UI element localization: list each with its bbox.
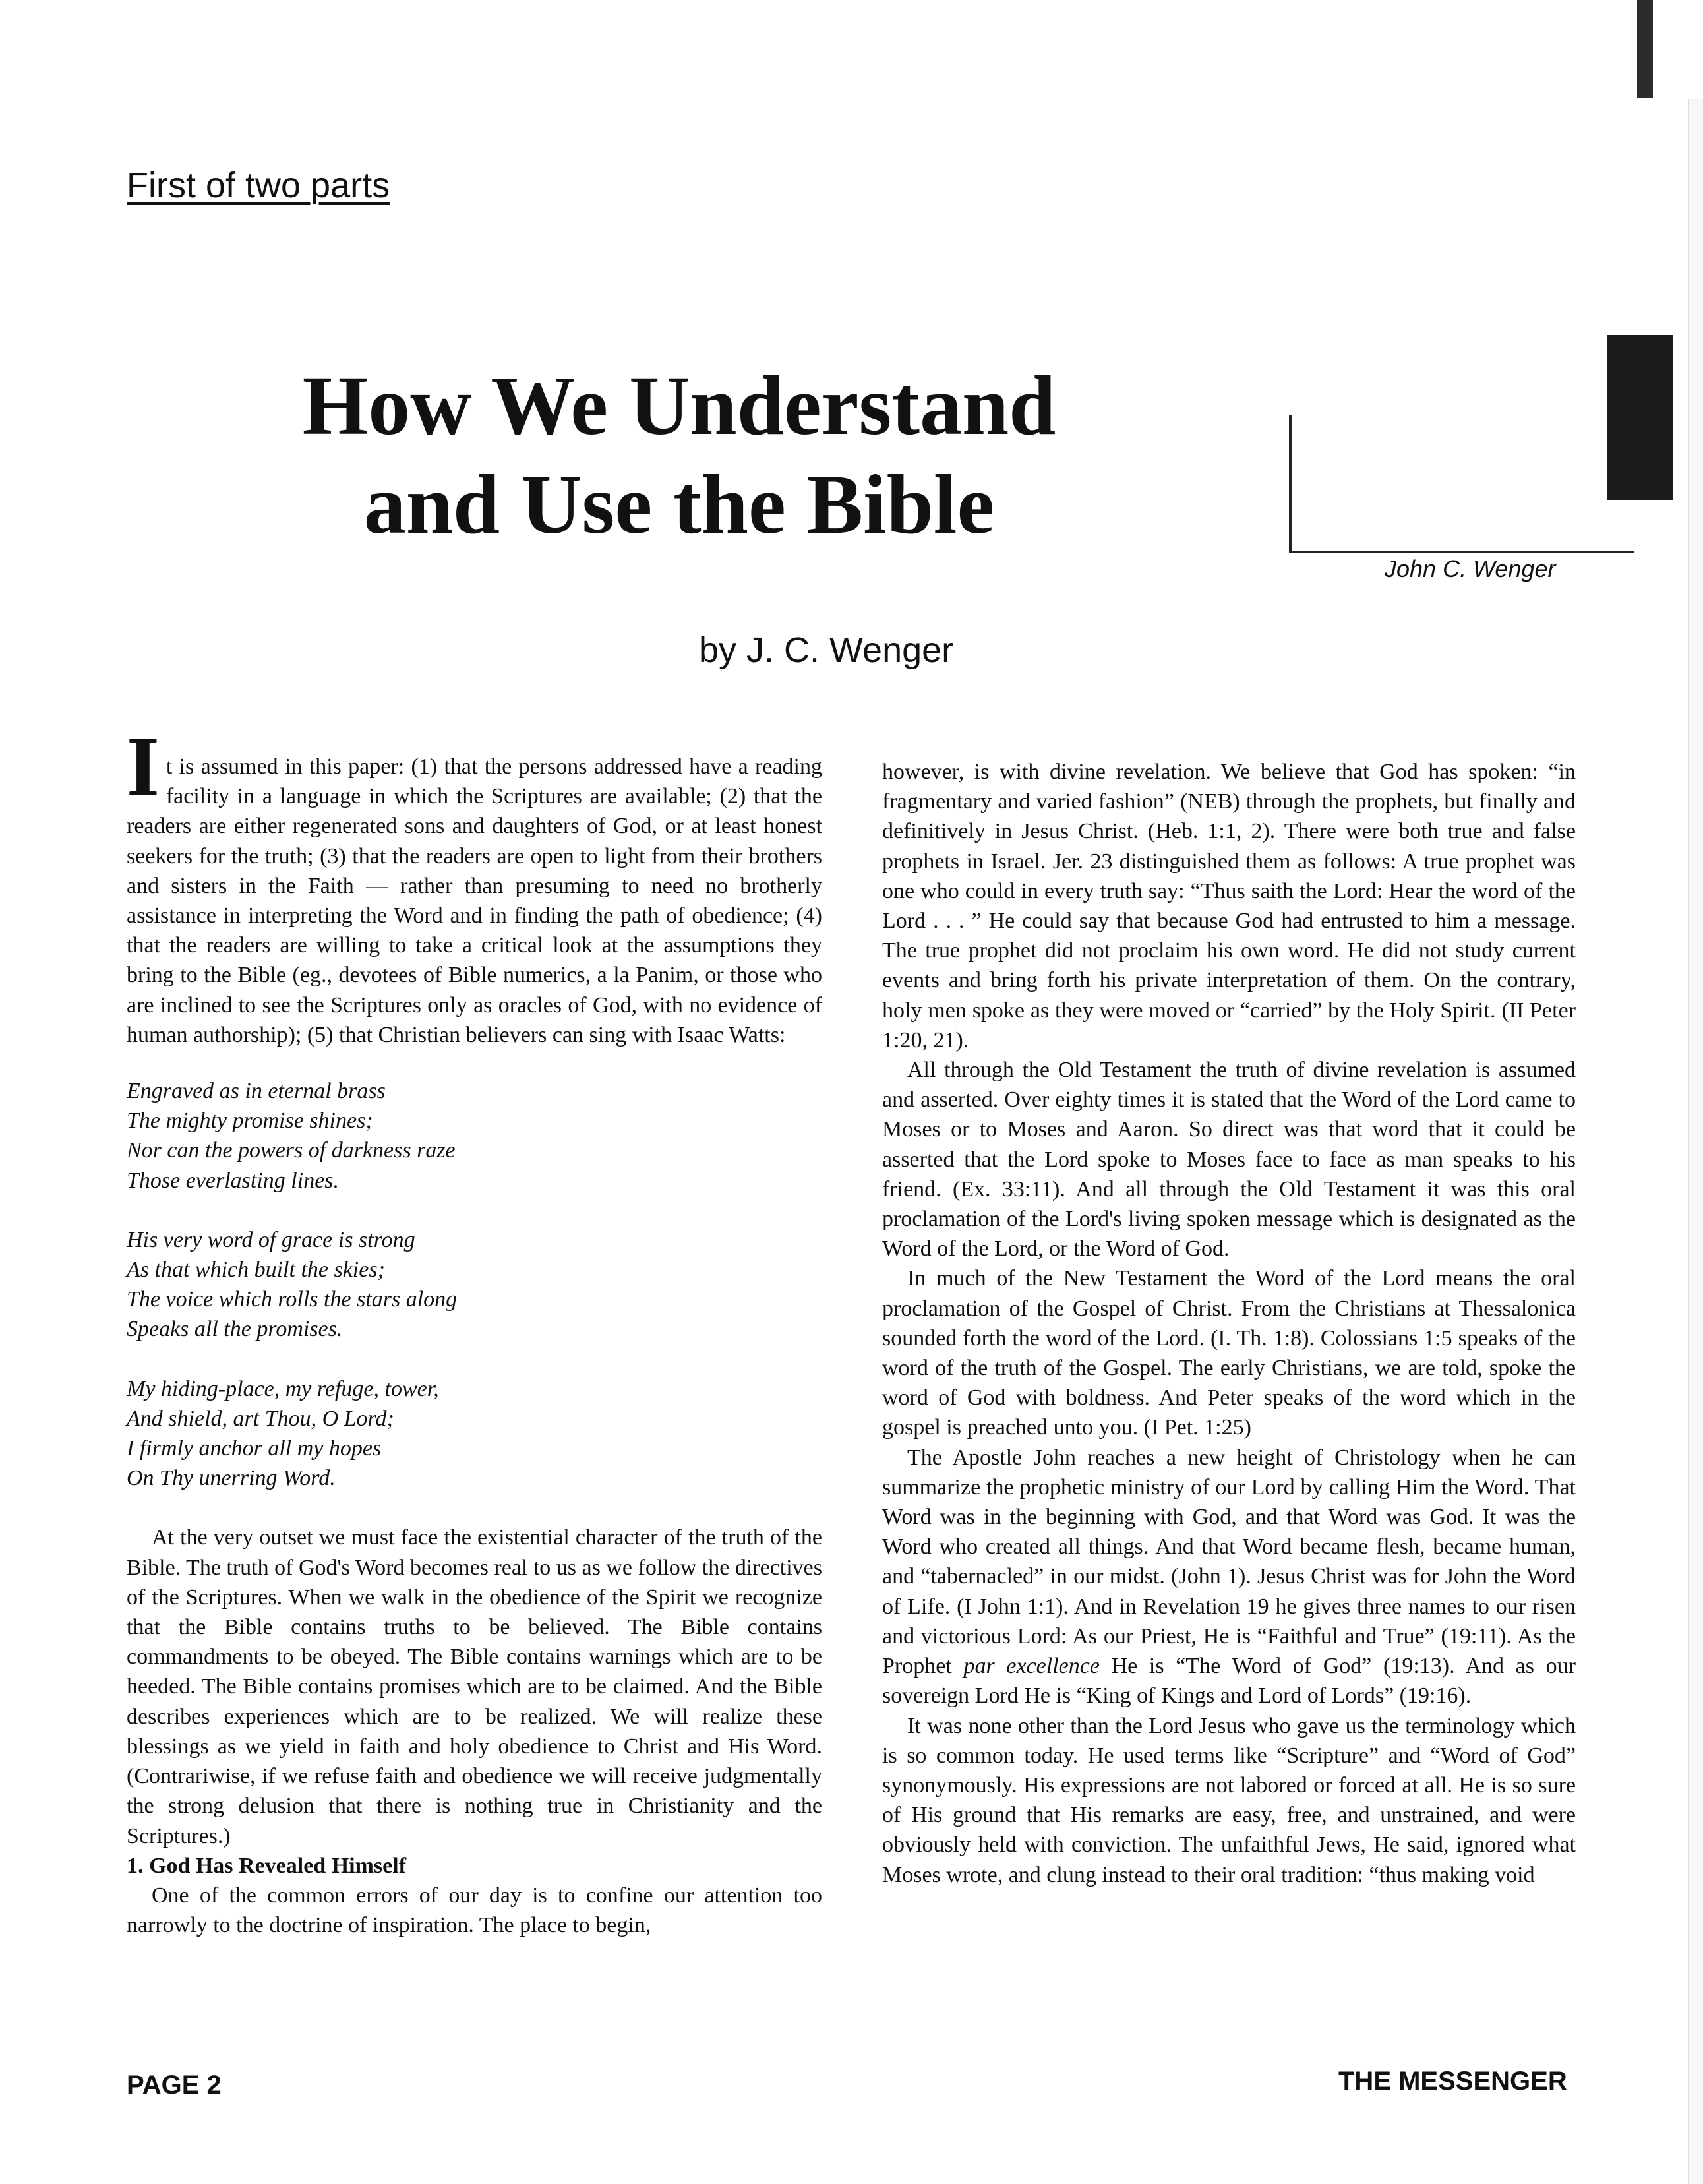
poem-line: The voice which rolls the stars along: [127, 1287, 458, 1312]
section-heading: 1. God Has Revealed Himself: [127, 1853, 407, 1878]
poem-line: Speaks all the promises.: [127, 1317, 343, 1342]
article-title: [237, 356, 1121, 554]
photo-caption: John C. Wenger: [1385, 555, 1556, 582]
poem-stanza: [127, 1374, 822, 1494]
poem-line: The mighty promise shines;: [127, 1108, 373, 1134]
scan-edge-strip: [1688, 99, 1703, 2184]
hymn-poem: [127, 1076, 822, 1493]
poem-line: As that which built the skies;: [127, 1258, 385, 1283]
body-paragraph: In much of the New Testament the Word of the Lord means the oral proclamation of the Gospel of Christ. From the Christians at Thessalonica sounded forth the word of the Lord. (I. Th. 1:8). Colossians 1:5 speaks of the word of the truth of the Gospel. The early Christians, we are told, spoke the word of God with boldness. And Peter speaks of the word which in the gospel is preached unto you. (I Pet. 1:25): [882, 1266, 1576, 1440]
body-paragraph: however, is with divine revelation. We believe that God has spoken: “in fragmentary and varied fashion” (NEB) through the prophets, but finally and definitively in Jesus Christ. (Heb. 1:1, 2). There were both true and false prophets in Israel. Jer. 23 distinguished them as follows: A true prophet was one who could in every truth say: “Thus saith the Lord: Hear the word of the Lord . . . ” He could say that because God had entrusted to him a message. The true prophet did not proclaim his own word. He did not study current events and bring forth his private interpretation of them. On the contrary, holy men spoke as they were moved or “carried” by the Holy Spirit. (II Peter 1:20, 21).: [882, 760, 1576, 1052]
column-right: [882, 757, 1576, 1890]
emphasis-text: par excellence: [963, 1654, 1100, 1679]
intro-paragraph: [127, 719, 822, 1050]
drop-cap: I: [127, 719, 160, 813]
poem-line: Nor can the powers of darkness raze: [127, 1138, 456, 1163]
scan-edge-mark: [1637, 0, 1653, 98]
byline: by J. C. Wenger: [699, 630, 954, 670]
column-left: [127, 719, 822, 1940]
poem-line: My hiding-place, my refuge, tower,: [127, 1376, 439, 1401]
body-paragraph: At the very outset we must face the existential character of the truth of the Bible. The truth of God's Word becomes real to us as we follow the directives of the Scriptures. When we walk in the obedience of the Spirit we recognize that the Bible contains truths to be believed. The Bible contains commandments to be obeyed. The Bible contains warnings which are to be heeded. The Bible contains promises which are to be claimed. And the Bible describes experiences which are to be realized. We will realize these blessings as we yield in faith and holy obedience to Christ and His Word. (Contrariwise, if we refuse faith and obedience we will receive judgmentally the strong delusion that there is nothing true in Christianity and the Scriptures.): [127, 1525, 822, 1848]
body-paragraph: It was none other than the Lord Jesus who gave us the terminology which is so common today. He used terms like “Scripture” and “Word of God” synonymously. His expressions are not labored or forced at all. He is so sure of His ground that His remarks are easy, free, and unstrained, and were obviously held with conviction. The unfaithful Jews, He said, ignored what Moses wrote, and clung instead to their oral tradition: “thus making void: [882, 1713, 1576, 1887]
page-number: PAGE 2: [127, 2071, 222, 2100]
series-kicker: First of two parts: [127, 166, 390, 205]
poem-line: His very word of grace is strong: [127, 1227, 415, 1252]
title-line-2: and Use the Bible: [363, 458, 995, 551]
body-paragraph: [882, 1443, 1576, 1711]
poem-line: On Thy unerring Word.: [127, 1466, 336, 1491]
poem-stanza: [127, 1225, 822, 1345]
publication-name: THE MESSENGER: [1338, 2067, 1567, 2096]
body-paragraph: All through the Old Testament the truth of divine revelation is assumed and asserted. Over eighty times it is stated that the Word of the Lord came to Moses or to Moses and Aaron. So direct was that word that it could be asserted that the Lord spoke to Moses face to face as man speaks to his friend. (Ex. 33:11). And all through the Old Testament it was this oral proclamation of the Lord's living spoken message which is designated as the Word of the Lord, or the Word of God.: [882, 1058, 1576, 1261]
author-photo-frame: [1289, 415, 1634, 553]
poem-line: I firmly anchor all my hopes: [127, 1436, 382, 1461]
poem-line: Those everlasting lines.: [127, 1168, 340, 1193]
paragraph-text: The Apostle John reaches a new height of Christology when he can summarize the prophetic ministry of our Lord by calling Him the Word. That Word was in the beginning with God, and that Word was God. It was the Word who created all things. And that Word became flesh, became human, and “tabernacled” in our midst. (John 1). Jesus Christ was for John the Word of Life. (I John 1:1). And in Revelation 19 he gives three names to our risen and victorious Lord: As our Priest, He is “Faithful and True” (19:11). As the Prophet: [882, 1445, 1576, 1679]
intro-text: t is assumed in this paper: (1) that the persons addressed have a reading facility in a language in which the Scriptures are available; (2) that the readers are either regenerated sons and daughters of God, or at least honest seekers for the truth; (3) that the readers are open to light from their brothers and sisters in the Faith — rather than presuming to need no brotherly assistance in interpreting the Word and in finding the path of obedience; (4) that the readers are willing to take a critical look at the assumptions they bring to the Bible (eg., devotees of Bible numerics, a la Panim, or those who are inclined to see the Scriptures only as oracles of God, with no evidence of human authorship); (5) that Christian believers can sing with Isaac Watts:: [127, 754, 822, 1047]
poem-line: And shield, art Thou, O Lord;: [127, 1406, 394, 1431]
title-line-1: How We Understand: [302, 359, 1056, 452]
body-paragraph: One of the common errors of our day is to confine our attention too narrowly to the doctrine of inspiration. The place to begin,: [127, 1883, 822, 1938]
author-photo: [1607, 335, 1673, 500]
paragraph-text: He is “The Word of God” (19:13). And as our sovereign Lord He is “King of Kings and Lord of Lords” (19:16).: [882, 1654, 1576, 1709]
poem-stanza: [127, 1076, 822, 1196]
poem-line: Engraved as in eternal brass: [127, 1079, 386, 1104]
